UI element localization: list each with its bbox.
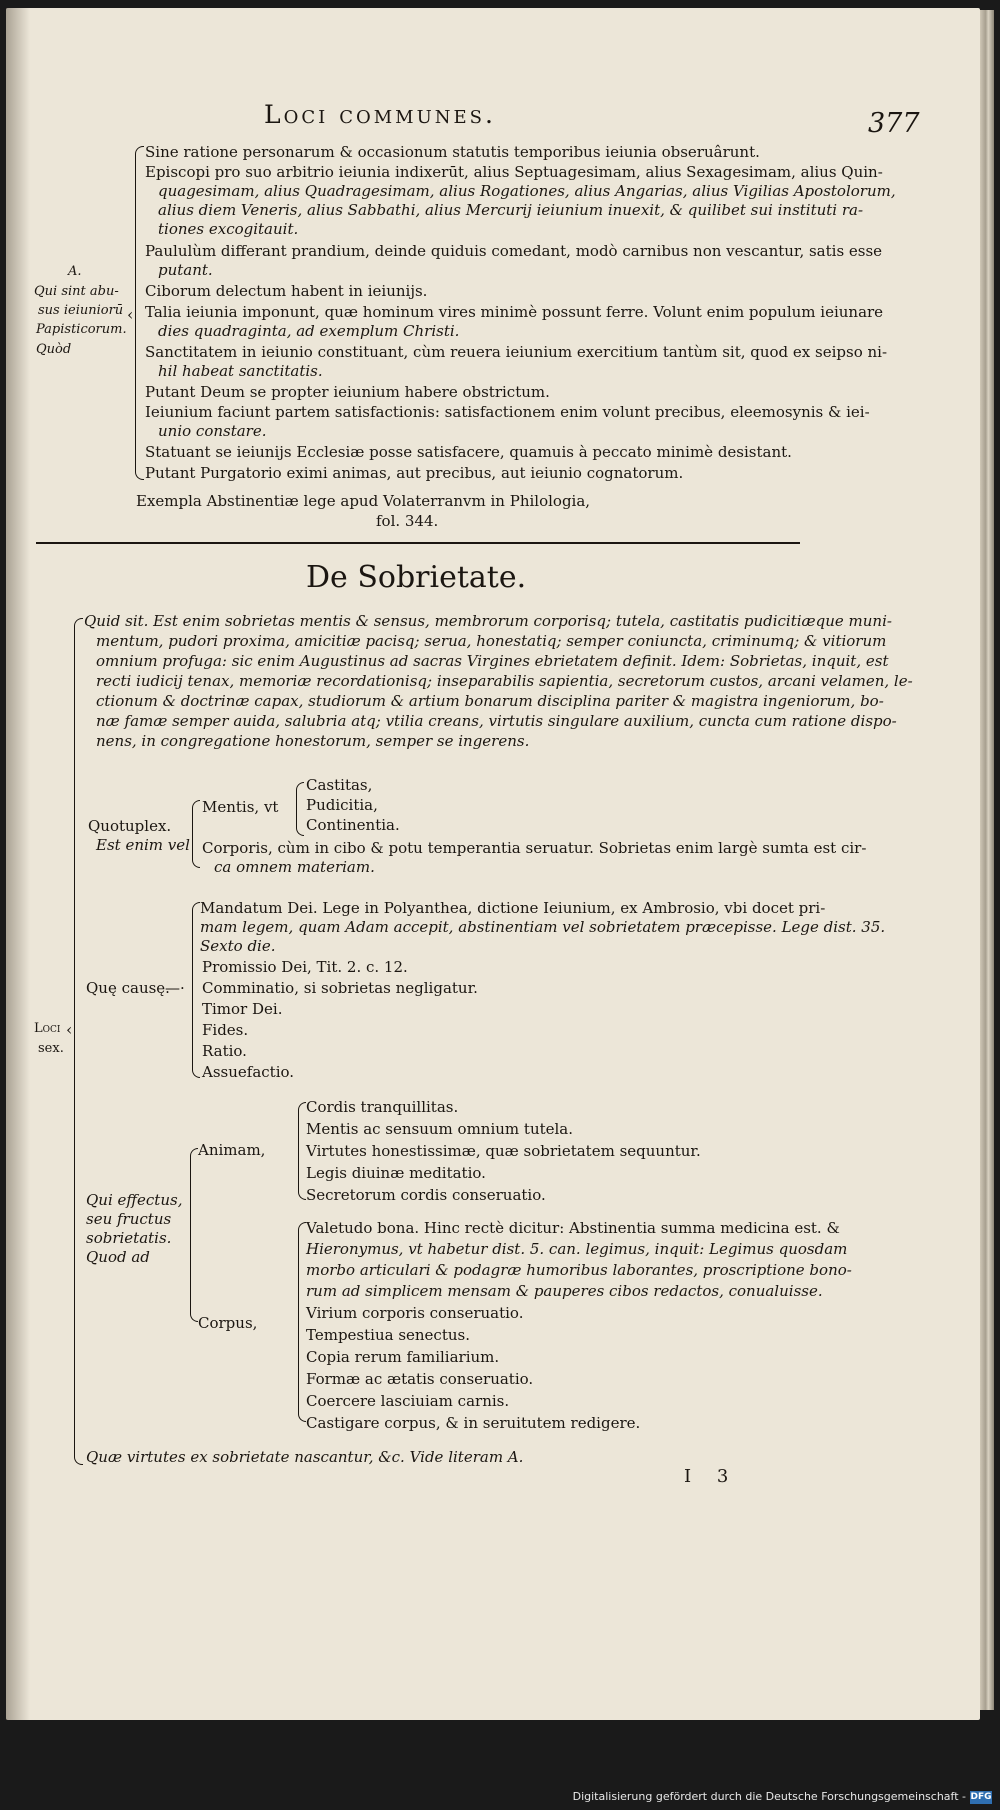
animam-item: Mentis ac sensuum omnium tutela. — [306, 1120, 574, 1138]
abuse-item-line: Ciborum delectum habent in ieiunijs. — [145, 282, 428, 300]
causae-connector: —· — [165, 979, 185, 997]
section-heading: De Sobrietate. — [306, 560, 527, 595]
quid-sit-line: næ famæ semper auida, salubria atq; vtilia creans, virtutis singulare auxilium, cuncta cum ratione dispo- — [96, 712, 897, 730]
corpus-item: Copia rerum familiarium. — [306, 1348, 500, 1366]
exempla-line: Exempla Abstinentiæ lege apud Volaterranvm in Philologia, — [136, 492, 591, 510]
effectus-label: Qui effectus, — [86, 1191, 183, 1209]
section-divider — [36, 542, 800, 544]
mentis-item: Pudicitia, — [306, 796, 378, 814]
margin-label-line: Qui sint abu- — [34, 284, 119, 299]
animam-label: Animam, — [198, 1141, 266, 1159]
causa-item: Promissio Dei, Tit. 2. c. 12. — [202, 958, 408, 976]
valetudo-line: Hieronymus, vt habetur dist. 5. can. legimus, inquit: Legimus quosdam — [306, 1240, 848, 1258]
quid-sit-line: recti iudicij tenax, memoriæ recordationisq; inseparabilis sapientia, secretorum custos, arcani velamen, le- — [96, 672, 913, 690]
effectus-label: seu fructus — [86, 1210, 172, 1228]
quid-sit-line: omnium profuga: sic enim Augustinus ad sacras Virgines ebrietatem definit. Idem: Sobrietas, inquit, est — [96, 652, 889, 670]
abuse-item-line: Talia ieiunia imponunt, quæ hominum vires minimè possunt ferre. Volunt enim populum ieiunare — [145, 303, 884, 321]
abuse-item-line: tiones excogitauit. — [158, 220, 299, 238]
quotuplex-label: Quotuplex. — [88, 817, 172, 835]
animam-item: Cordis tranquillitas. — [306, 1098, 459, 1116]
virtutes-line: Quæ virtutes ex sobrietate nascantur, &c. Vide literam A. — [86, 1448, 524, 1466]
effectus-label: sobrietatis. — [86, 1229, 172, 1247]
mandatum-line: Sexto die. — [200, 937, 276, 955]
abuse-item-line: Putant Purgatorio eximi animas, aut precibus, aut ieiunio cognatorum. — [145, 464, 684, 482]
corpus-item: Virium corporis conseruatio. — [306, 1304, 524, 1322]
abuse-item-line: hil habeat sanctitatis. — [158, 362, 323, 380]
abuse-item-line: Episcopi pro suo arbitrio ieiunia indixerūt, alius Septuagesimam, alius Sexagesimam, alius Quin- — [145, 163, 883, 181]
abuse-brace — [135, 146, 144, 480]
page-fore-edge — [980, 10, 994, 1710]
abuse-item-line: Putant Deum se propter ieiunium habere obstrictum. — [145, 383, 550, 401]
mentis-label: Mentis, vt — [202, 798, 279, 816]
causa-item: Comminatio, si sobrietas negligatur. — [202, 979, 478, 997]
mandatum-line: Mandatum Dei. Lege in Polyanthea, dictione Ieiunium, ex Ambrosio, vbi docet pri- — [200, 899, 826, 917]
corporis-line: Corporis, cùm in cibo & potu temperantia seruatur. Sobrietas enim largè sumta est cir- — [202, 839, 867, 857]
valetudo-line: rum ad simplicem mensam & pauperes cibos redactos, conualuisse. — [306, 1282, 823, 1300]
brace-point: ‹ — [127, 305, 134, 324]
causa-item: Assuefactio. — [202, 1063, 295, 1081]
animam-brace — [298, 1102, 306, 1200]
causae-brace — [192, 902, 200, 1078]
margin-label-line: Papisticorum. — [36, 322, 127, 337]
corpus-item: Formæ ac ætatis conseruatio. — [306, 1370, 534, 1388]
causa-item: Timor Dei. — [202, 1000, 283, 1018]
abuse-item-line: Statuant se ieiunijs Ecclesiæ posse satisfacere, quamuis à peccato minimè desistant. — [145, 443, 792, 461]
quid-sit-line: ctionum & doctrinæ capax, studiorum & artium bonarum disciplina pariter & magistra ingeniorum, bo- — [96, 692, 884, 710]
abuse-item-line: alius diem Veneris, alius Sabbathi, alius Mercurij ieiunium inuexit, & quilibet sui instituti ra- — [158, 201, 864, 219]
effectus-brace — [190, 1148, 198, 1322]
margin-label-line: sus ieiuniorū — [38, 303, 124, 318]
gutter-shadow — [6, 8, 30, 1720]
abuse-item-line: dies quadraginta, ad exemplum Christi. — [158, 322, 460, 340]
page-number: 377 — [868, 108, 920, 139]
dfg-logo: DFG — [970, 1792, 992, 1802]
exempla-line: fol. 344. — [376, 512, 439, 530]
margin-label-line: A. — [68, 264, 82, 279]
digitization-credit: Digitalisierung gefördert durch die Deutsche Forschungsgemeinschaft - — [572, 1790, 966, 1803]
margin-label-line: Quòd — [36, 342, 72, 357]
quid-sit-line: mentum, pudori proxima, amicitiæ pacisq; serua, honestatiq; semper coniuncta, criminumq; & vitiorum — [96, 632, 887, 650]
causae-label: Quę causę. — [86, 979, 170, 997]
corpus-item: Coercere lasciuiam carnis. — [306, 1392, 510, 1410]
brace-point: ‹ — [66, 1020, 73, 1039]
corpus-item: Tempestiua senectus. — [306, 1326, 470, 1344]
loci-label: Loci — [34, 1021, 61, 1036]
abuse-item-line: putant. — [158, 261, 213, 279]
abuse-item-line: Ieiunium faciunt partem satisfactionis: satisfactionem enim volunt precibus, eleemosynis & iei- — [145, 403, 870, 421]
animam-item: Secretorum cordis conseruatio. — [306, 1186, 546, 1204]
abuse-item-line: Paululùm differant prandium, deinde quiduis comedant, modò carnibus non vescantur, satis esse — [145, 242, 883, 260]
abuse-item-line: Sine ratione personarum & occasionum statutis temporibus ieiunia obseruârunt. — [145, 143, 760, 161]
corpus-label: Corpus, — [198, 1314, 258, 1332]
quotuplex-label: Est enim vel — [96, 836, 190, 854]
main-brace — [74, 618, 83, 1465]
mandatum-line: mam legem, quam Adam accepit, abstinentiam vel sobrietatem præcepisse. Lege dist. 35. — [200, 918, 886, 936]
corporis-line: ca omnem materiam. — [214, 858, 375, 876]
quid-sit-line: nens, in congregatione honestorum, semper se ingerens. — [96, 732, 530, 750]
corpus-item: Castigare corpus, & in seruitutem redigere. — [306, 1414, 641, 1432]
causa-item: Fides. — [202, 1021, 249, 1039]
animam-item: Virtutes honestissimæ, quæ sobrietatem sequuntur. — [306, 1142, 701, 1160]
animam-item: Legis diuinæ meditatio. — [306, 1164, 486, 1182]
abuse-item-line: Sanctitatem in ieiunio constituant, cùm reuera ieiunium exercitium tantùm sit, quod ex seipso ni- — [145, 343, 888, 361]
corpus-brace — [298, 1222, 306, 1422]
signature-mark: I 3 — [684, 1466, 739, 1487]
effectus-label: Quod ad — [86, 1248, 150, 1266]
causa-item: Ratio. — [202, 1042, 247, 1060]
quotuplex-brace — [192, 800, 200, 868]
mentis-item: Continentia. — [306, 816, 400, 834]
valetudo-line: morbo articulari & podagræ humoribus laborantes, proscriptione bono- — [306, 1261, 852, 1279]
abuse-item-line: quagesimam, alius Quadragesimam, alius Rogationes, alius Angarias, alius Vigilias Apostolorum, — [158, 182, 896, 200]
mentis-item: Castitas, — [306, 776, 373, 794]
valetudo-line: Valetudo bona. Hinc rectè dicitur: Abstinentia summa medicina est. & — [306, 1219, 840, 1237]
mentis-brace — [296, 782, 304, 836]
running-title: Loci communes. — [264, 100, 496, 129]
loci-label: sex. — [38, 1041, 64, 1056]
abuse-item-line: unio constare. — [158, 422, 267, 440]
quid-sit-line: Quid sit. Est enim sobrietas mentis & sensus, membrorum corporisq; tutela, castitatis pudicitiæque muni- — [84, 612, 892, 630]
